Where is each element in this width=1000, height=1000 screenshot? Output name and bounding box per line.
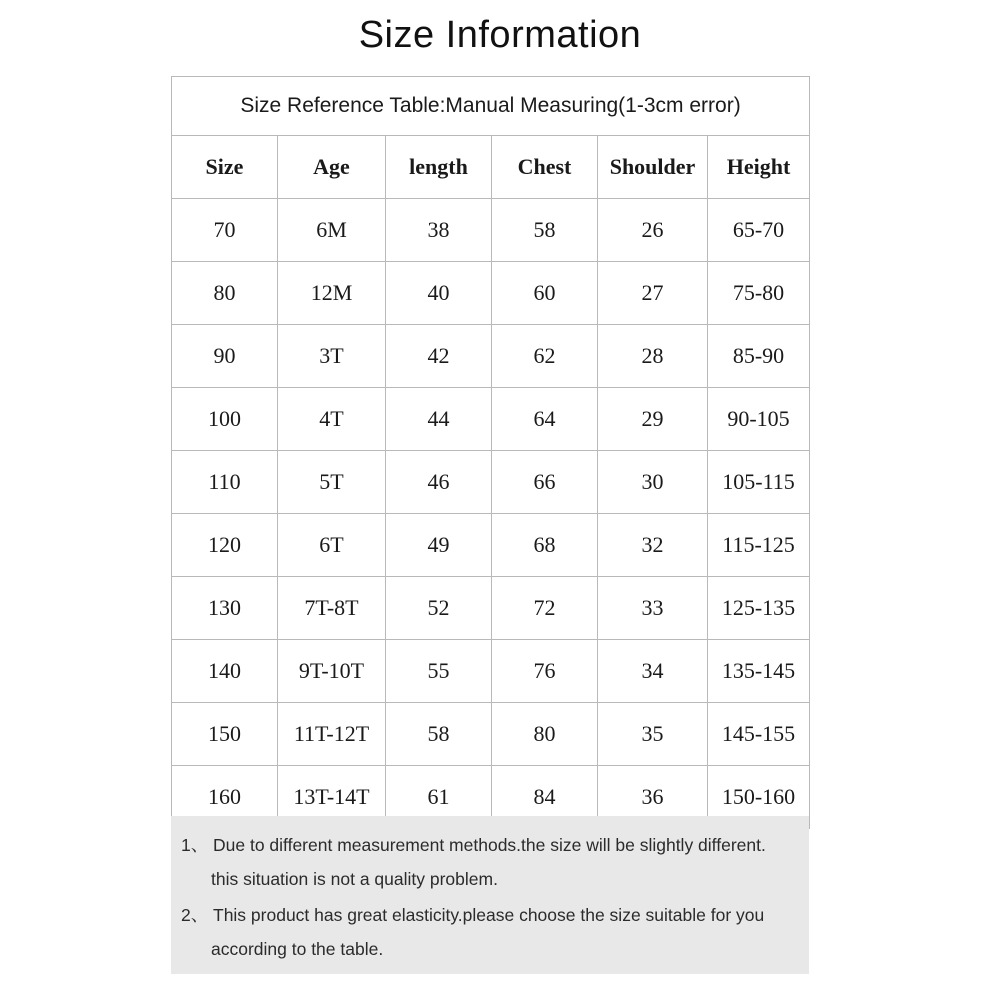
note-2-line-2: according to the table. (211, 939, 384, 959)
table-row (172, 640, 810, 703)
cell-age: 13T-14T (278, 766, 386, 829)
cell-chest: 68 (492, 514, 598, 577)
cell-height: 125-135 (708, 577, 810, 640)
cell-chest: 76 (492, 640, 598, 703)
cell-shoulder: 35 (598, 703, 708, 766)
cell-shoulder: 33 (598, 577, 708, 640)
note-1-text-1: Due to different measurement methods.the size will be slightly different. (213, 835, 766, 855)
cell-shoulder: 27 (598, 262, 708, 325)
cell-age: 7T-8T (278, 577, 386, 640)
cell-size: 150 (172, 703, 278, 766)
cell-shoulder: 34 (598, 640, 708, 703)
cell-height: 145-155 (708, 703, 810, 766)
cell-age: 12M (278, 262, 386, 325)
cell-chest: 64 (492, 388, 598, 451)
cell-length: 38 (386, 199, 492, 262)
table-row (172, 325, 810, 388)
table-row (172, 262, 810, 325)
column-header-age: Age (278, 136, 386, 199)
table-row (172, 451, 810, 514)
cell-height: 115-125 (708, 514, 810, 577)
cell-age: 6M (278, 199, 386, 262)
table-header-row (172, 136, 810, 199)
cell-age: 11T-12T (278, 703, 386, 766)
cell-chest: 80 (492, 703, 598, 766)
cell-length: 40 (386, 262, 492, 325)
column-header-chest: Chest (492, 136, 598, 199)
table-caption: Size Reference Table:Manual Measuring(1-3cm error) (172, 77, 810, 136)
cell-length: 44 (386, 388, 492, 451)
cell-size: 120 (172, 514, 278, 577)
size-reference-table (171, 76, 810, 829)
cell-height: 135-145 (708, 640, 810, 703)
cell-height: 150-160 (708, 766, 810, 829)
cell-length: 42 (386, 325, 492, 388)
cell-length: 61 (386, 766, 492, 829)
note-2-text-1: This product has great elasticity.please choose the size suitable for you (213, 905, 765, 925)
cell-size: 110 (172, 451, 278, 514)
cell-length: 46 (386, 451, 492, 514)
cell-age: 9T-10T (278, 640, 386, 703)
cell-shoulder: 29 (598, 388, 708, 451)
column-header-length: length (386, 136, 492, 199)
table-row (172, 514, 810, 577)
note-1-line-2: this situation is not a quality problem. (211, 869, 498, 889)
cell-age: 5T (278, 451, 386, 514)
cell-shoulder: 36 (598, 766, 708, 829)
cell-size: 140 (172, 640, 278, 703)
table-row (172, 577, 810, 640)
cell-height: 65-70 (708, 199, 810, 262)
cell-height: 90-105 (708, 388, 810, 451)
table-row (172, 388, 810, 451)
cell-age: 4T (278, 388, 386, 451)
cell-chest: 60 (492, 262, 598, 325)
cell-length: 52 (386, 577, 492, 640)
cell-shoulder: 30 (598, 451, 708, 514)
cell-chest: 84 (492, 766, 598, 829)
column-header-size: Size (172, 136, 278, 199)
note-1-line-1 (171, 826, 809, 863)
cell-chest: 66 (492, 451, 598, 514)
note-1-number: 1、 (181, 835, 209, 855)
cell-size: 100 (172, 388, 278, 451)
table-row (172, 199, 810, 262)
cell-size: 80 (172, 262, 278, 325)
cell-size: 70 (172, 199, 278, 262)
cell-chest: 72 (492, 577, 598, 640)
table-row (172, 703, 810, 766)
cell-age: 6T (278, 514, 386, 577)
cell-size: 130 (172, 577, 278, 640)
table-caption-row (172, 77, 810, 136)
cell-chest: 62 (492, 325, 598, 388)
note-2-line-1 (171, 896, 809, 933)
cell-height: 85-90 (708, 325, 810, 388)
cell-size: 90 (172, 325, 278, 388)
cell-height: 75-80 (708, 262, 810, 325)
cell-chest: 58 (492, 199, 598, 262)
cell-length: 49 (386, 514, 492, 577)
cell-shoulder: 26 (598, 199, 708, 262)
size-table-container (171, 76, 809, 829)
note-2-number: 2、 (181, 905, 209, 925)
cell-age: 3T (278, 325, 386, 388)
cell-height: 105-115 (708, 451, 810, 514)
cell-length: 58 (386, 703, 492, 766)
cell-length: 55 (386, 640, 492, 703)
column-header-height: Height (708, 136, 810, 199)
cell-shoulder: 32 (598, 514, 708, 577)
notes-section (171, 816, 809, 974)
column-header-shoulder: Shoulder (598, 136, 708, 199)
cell-size: 160 (172, 766, 278, 829)
page-title: Size Information (358, 14, 642, 56)
cell-shoulder: 28 (598, 325, 708, 388)
